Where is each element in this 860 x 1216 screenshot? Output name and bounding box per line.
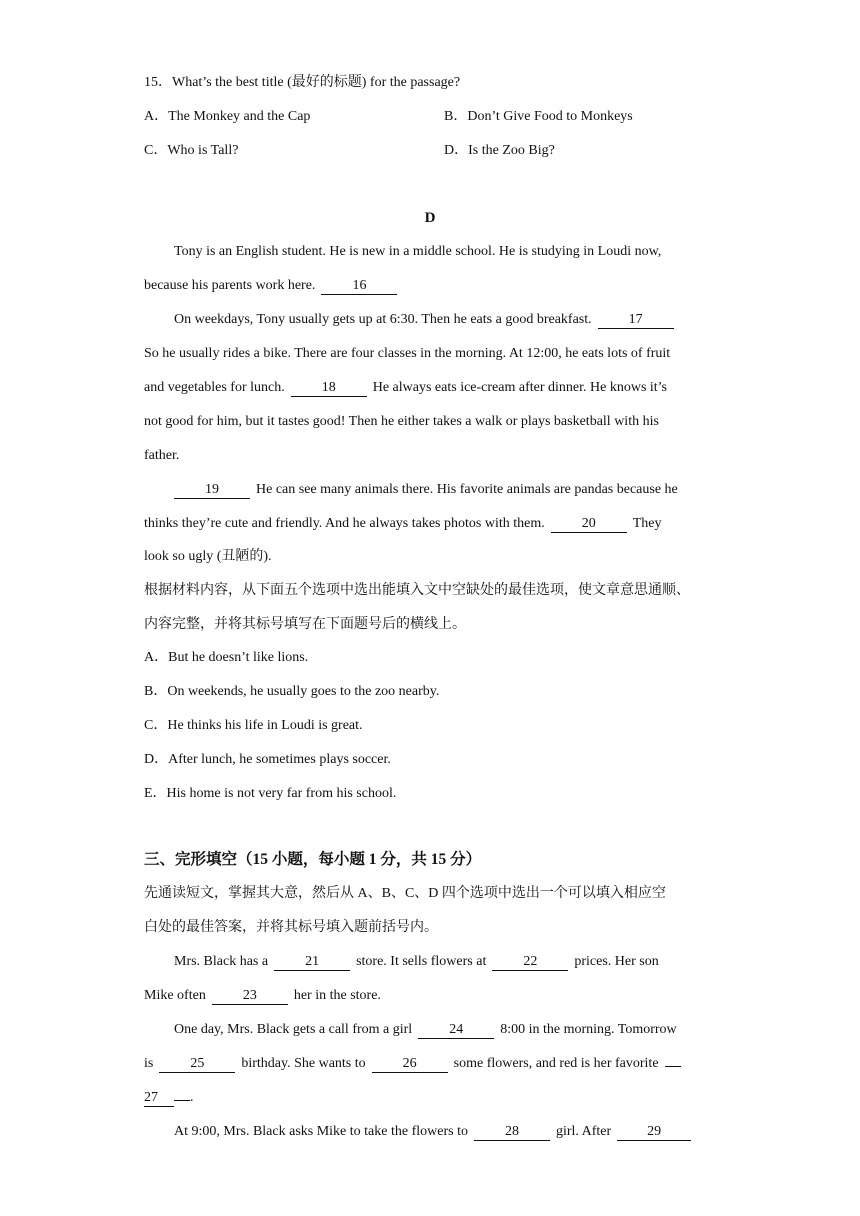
- passage-line: [144, 1054, 681, 1074]
- passage-text: and vegetables for lunch.: [144, 380, 285, 395]
- passage-line: So he usually rides a bike. There are four classes in the morning. At 12:00, he eats lots of fruit: [144, 346, 671, 361]
- passage-text: birthday. She wants to: [241, 1056, 366, 1071]
- passage-line: not good for him, but it tastes good! Then he either takes a walk or plays basketball with his: [144, 414, 659, 429]
- passage-text: 8:00 in the morning. Tomorrow: [500, 1022, 677, 1037]
- passage-text: because his parents work here.: [144, 278, 316, 293]
- option-a: A．But he doesn’t like lions.: [144, 650, 309, 665]
- passage-line: [174, 952, 659, 972]
- passage-text: At 9:00, Mrs. Black asks Mike to take the flowers to: [174, 1124, 468, 1139]
- instruction-line: 根据材料内容，从下面五个选项中选出能填入文中空缺处的最佳选项，使文章意思通顺、: [144, 583, 690, 598]
- passage-line: [144, 378, 667, 398]
- blank-25: 25: [159, 1056, 235, 1073]
- blank-27-end: [174, 1100, 190, 1101]
- blank-20: 20: [551, 516, 627, 533]
- blank-23: 23: [212, 988, 288, 1005]
- passage-text: He always eats ice-cream after dinner. He knows it’s: [372, 380, 668, 395]
- instruction-line: 先通读短文，掌握其大意，然后从 A、B、C、D 四个选项中选出一个可以填入相应空: [144, 886, 666, 901]
- section-3-heading: 三、完形填空（15 小题，每小题 1 分，共 15 分）: [144, 851, 482, 868]
- question-15-stem: 15．What’s the best title (最好的标题) for the passage?: [144, 75, 461, 90]
- passage-line: look so ugly (丑陋的).: [144, 549, 272, 564]
- q15-option-a: A．The Monkey and the Cap: [144, 109, 311, 124]
- passage-text: He can see many animals there. His favorite animals are pandas because he: [256, 482, 678, 497]
- option-d: D．After lunch, he sometimes plays soccer.: [144, 752, 391, 767]
- passage-text: They: [632, 516, 662, 531]
- passage-text: .: [190, 1090, 194, 1105]
- section-d-title: D: [424, 210, 436, 226]
- passage-text: store. It sells flowers at: [356, 954, 487, 969]
- blank-26: 26: [372, 1056, 448, 1073]
- passage-line: Tony is an English student. He is new in a middle school. He is studying in Loudi now,: [174, 244, 662, 259]
- passage-text: On weekdays, Tony usually gets up at 6:30. Then he eats a good breakfast.: [174, 312, 592, 327]
- blank-27: 27: [144, 1090, 174, 1107]
- passage-text: thinks they’re cute and friendly. And he always takes photos with them.: [144, 516, 545, 531]
- passage-line: [174, 480, 678, 500]
- passage-line: [174, 1020, 677, 1040]
- passage-text: some flowers, and red is her favorite: [453, 1056, 659, 1071]
- passage-line: [144, 1088, 194, 1108]
- blank-22: 22: [492, 954, 568, 971]
- blank-28: 28: [474, 1124, 550, 1141]
- passage-text: prices. Her son: [574, 954, 659, 969]
- blank-24: 24: [418, 1022, 494, 1039]
- blank-29: 29: [617, 1124, 691, 1141]
- blank-18: 18: [291, 380, 367, 397]
- passage-text: Mike often: [144, 988, 206, 1003]
- instruction-line: 内容完整，并将其标号填写在下面题号后的横线上。: [144, 617, 466, 632]
- blank-16: 16: [321, 278, 397, 295]
- passage-line: [144, 514, 662, 534]
- passage-text: One day, Mrs. Black gets a call from a girl: [174, 1022, 413, 1037]
- passage-text: Mrs. Black has a: [174, 954, 269, 969]
- instruction-line: 白处的最佳答案，并将其标号填入题前括号内。: [144, 920, 438, 935]
- blank-21: 21: [274, 954, 350, 971]
- q15-option-b: B．Don’t Give Food to Monkeys: [444, 109, 633, 124]
- option-c: C．He thinks his life in Loudi is great.: [144, 718, 363, 733]
- passage-text: girl. After: [555, 1124, 612, 1139]
- blank-19: 19: [174, 482, 250, 499]
- passage-line: [174, 1122, 691, 1142]
- passage-text: is: [144, 1056, 154, 1071]
- blank-17: 17: [598, 312, 674, 329]
- q15-option-d: D．Is the Zoo Big?: [444, 143, 555, 158]
- option-e: E．His home is not very far from his school.: [144, 786, 397, 801]
- q15-option-c: C．Who is Tall?: [144, 143, 239, 158]
- passage-line: [174, 310, 674, 330]
- passage-line: [144, 986, 381, 1006]
- option-b: B．On weekends, he usually goes to the zoo nearby.: [144, 684, 440, 699]
- blank-27-start: [665, 1066, 681, 1067]
- passage-text: her in the store.: [293, 988, 381, 1003]
- passage-line: [144, 276, 397, 296]
- passage-line: father.: [144, 448, 180, 463]
